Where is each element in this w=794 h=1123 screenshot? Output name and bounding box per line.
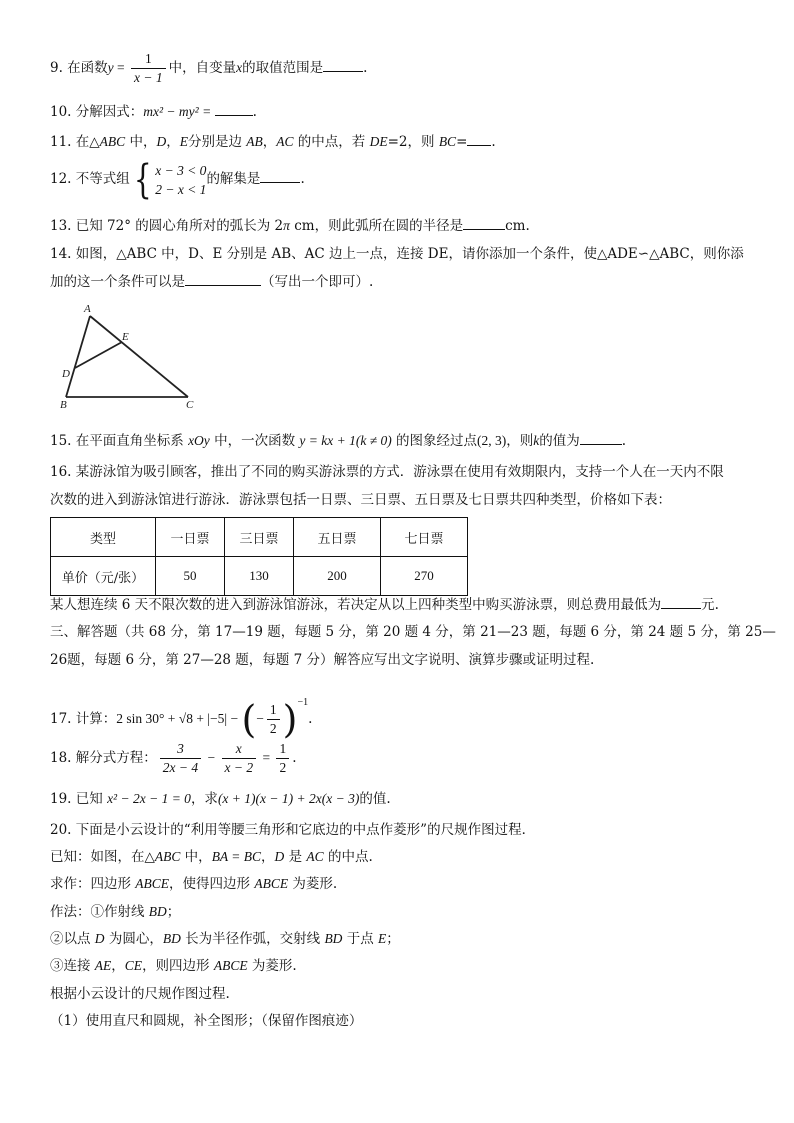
left-paren-icon: ( [241,697,257,742]
question-19: 19. 已知 x² − 2x − 1 = 0，求(x + 1)(x − 1) + 2x(x − 3)的值. [50,791,391,807]
question-9: 9. 在函数y = $\frac{1}{x - 1}$ 中，自变量x的取值范围是 . [50,51,368,85]
question-20-given: 已知：如图，在△ABC 中，BA = BC，D 是 AC 的中点. [50,849,373,865]
table-cell: 130 [225,557,294,596]
question-15: 15. 在平面直角坐标系 xOy 中，一次函数 y = kx + 1(k ≠ 0) 的图象经过点(2, 3)，则k的值为 . [50,430,626,451]
fraction-x-over-x-2: $\frac{x}{x - 2}$ [222,740,257,777]
question-11: 11. 在△ABC 中，D，E分别是边 AB，AC 的中点，若 DE=2，则 BC= . [50,131,496,152]
table-header-cell: 七日票 [381,518,468,557]
question-12: 12. 不等式组 { x − 3 < 0 2 − x < 1 的解集是 . [50,156,305,203]
answer-blank [661,594,701,609]
answer-blank [323,57,363,72]
question-16-line-3: 某人想连续 6 天不限次数的进入到游泳馆游泳，若决定从以上四种类型中购买游泳票，则总费用最低为 元. [50,594,719,615]
table-header-cell: 三日票 [225,518,294,557]
table-row-label: 单价（元/张） [51,557,156,596]
table-header-row [51,518,468,557]
ticket-price-table [50,517,468,596]
question-20-part-1: （1）使用直尺和圆规，补全图形；（保留作图痕迹） [50,1013,363,1029]
table-row [51,557,468,596]
question-20-method-step-2: ②以点 D 为圆心，BD 长为半径作弧，交射线 BD 于点 E； [50,931,400,947]
question-18: 18. 解分式方程： $\frac{3}{2x - 4}$ − $\frac{x}{x - 2}$ = $\frac{1}{2}$ . [50,741,297,775]
left-brace-icon: { [133,156,152,203]
answer-blank [580,430,622,445]
table-cell: 200 [294,557,381,596]
answer-blank [260,168,300,183]
question-20-intro: 20. 下面是小云设计的“利用等腰三角形和它底边的中点作菱形”的尺规作图过程． [50,822,536,838]
fraction-one-half: $\frac{1}{2}$ [267,701,280,738]
answer-blank [463,215,505,230]
question-14-line-2: 加的这一个条件可以是 （写出一个即可）. [50,271,373,292]
question-20-task: 求作：四边形 ABCE，使得四边形 ABCE 为菱形. [50,876,338,892]
label-a: A [84,303,91,315]
fraction-one-half: $\frac{1}{2}$ [276,740,289,777]
label-b: B [60,399,67,411]
table-cell: 270 [381,557,468,596]
question-20-method-step-1: 作法：①作射线 BD； [50,904,181,920]
answer-blank [185,271,261,286]
answer-blank [215,101,253,116]
right-paren-icon: ) [282,697,298,742]
table-cell: 50 [156,557,225,596]
question-17: 17. 计算：2 sin 30° + √8 + |−5| − (− $\frac{1}{2}$ )$^{-1}$. [50,697,313,742]
fraction-3-over-2x-4: $\frac{3}{2x - 4}$ [160,740,201,777]
section-3-heading-line-2: 26题，每题 6 分，第 27—28 题，每题 7 分）解答应写出文字说明、演算步骤或证明过程. [50,652,595,668]
question-20-method-step-3: ③连接 AE，CE，则四边形 ABCE 为菱形. [50,958,297,974]
label-c: C [186,399,194,411]
triangle-figure [58,302,198,412]
answer-blank [467,131,491,146]
table-header-cell: 类型 [51,518,156,557]
question-20-according: 根据小云设计的尺规作图过程. [50,986,230,1002]
question-14-line-1: 14. 如图，△ABC 中，D、E 分别是 AB、AC 边上一点，连接 DE，请你添加一个条件，使△ADE∽△ABC，则你添 [50,246,744,262]
question-16-line-1: 16. 某游泳馆为吸引顾客，推出了不同的购买游泳票的方式．游泳票在使用有效期限内，支持一个人在一天内不限 [50,464,724,480]
fraction-1-over-x-minus-1: $\frac{1}{x - 1}$ [131,50,166,87]
section-3-heading-line-1: 三、解答题（共 68 分，第 17—19 题，每题 5 分，第 20 题 4 分，第 21—23 题，每题 6 分，第 24 题 5 分，第 25— [50,624,776,640]
question-16-line-2: 次数的进入到游泳馆进行游泳．游泳票包括一日票、三日票、五日票及七日票共四种类型，价格如下表： [50,492,671,508]
table-header-cell: 一日票 [156,518,225,557]
question-10: 10. 分解因式：mx² − my² = . [50,101,257,122]
label-e: E [122,331,129,343]
inequality-system: { x − 3 < 0 2 − x < 1 [133,156,207,203]
question-13: 13. 已知 72° 的圆心角所对的弧长为 2π cm，则此弧所在圆的半径是 cm. [50,215,530,236]
label-d: D [62,368,70,380]
table-header-cell: 五日票 [294,518,381,557]
